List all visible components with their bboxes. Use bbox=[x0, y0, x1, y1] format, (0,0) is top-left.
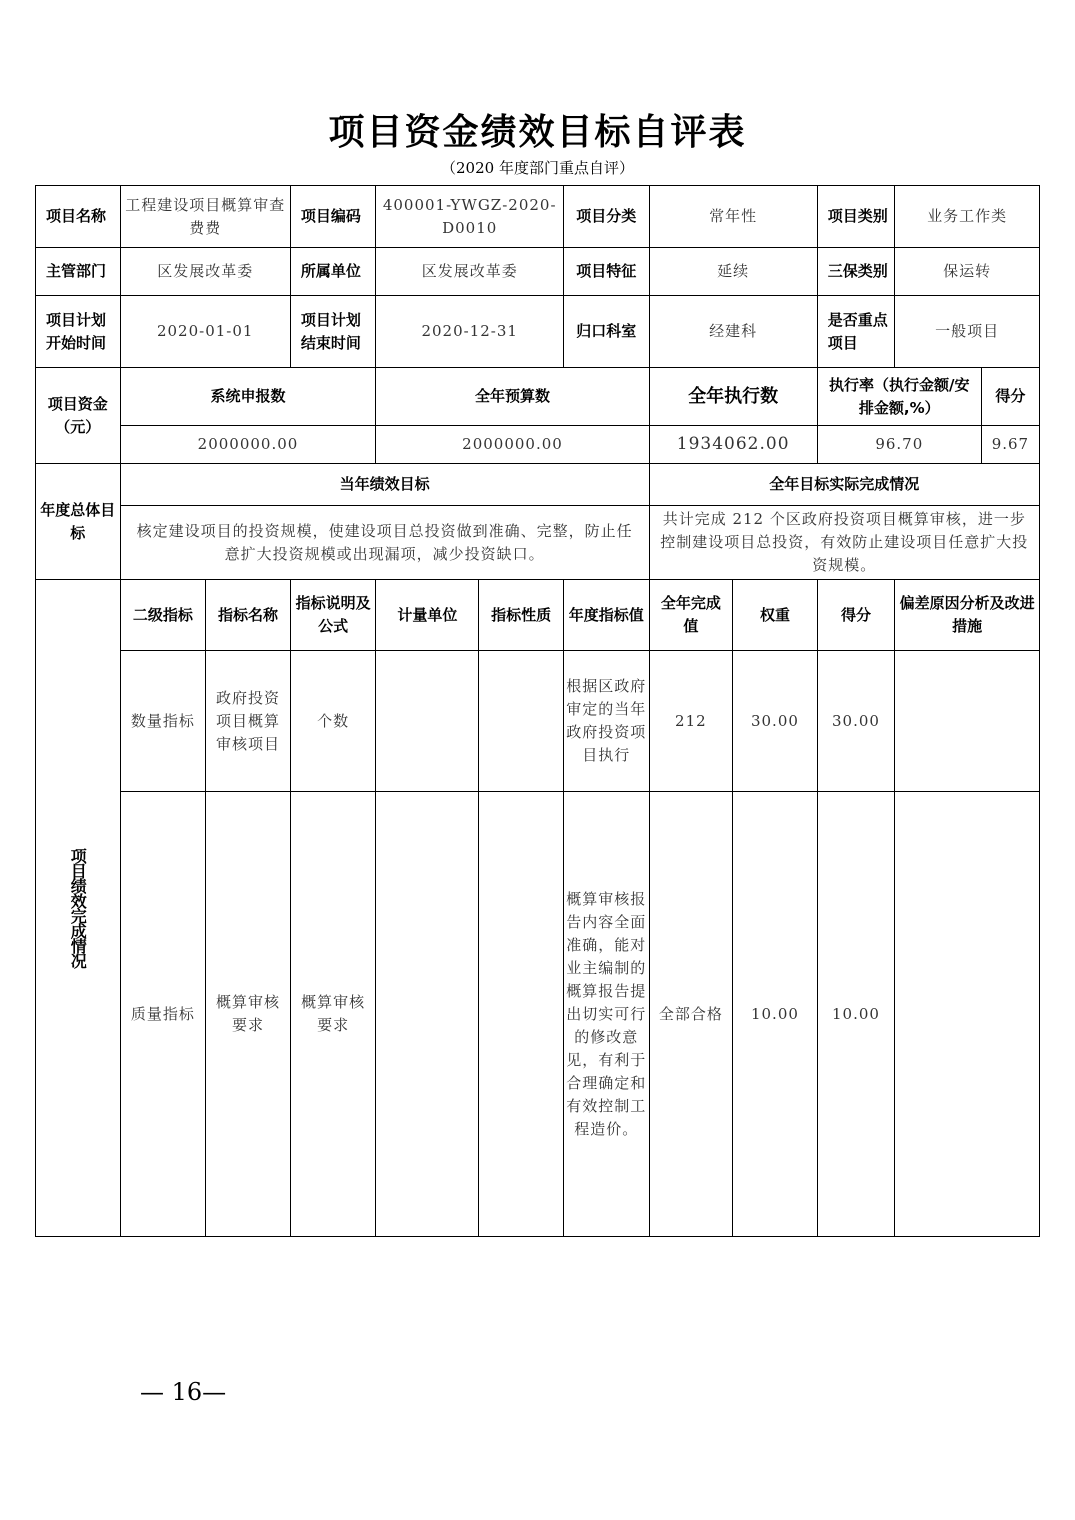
perf-score: 10.00 bbox=[817, 792, 894, 1237]
perf-header-row bbox=[36, 580, 1040, 651]
declared-value: 2000000.00 bbox=[120, 426, 376, 464]
perf-header-desc: 指标说明及公式 bbox=[290, 580, 376, 651]
perf-reason bbox=[895, 792, 1040, 1237]
project-type-value: 业务工作类 bbox=[895, 186, 1040, 248]
budget-header: 全年预算数 bbox=[376, 368, 649, 426]
perf-header-unit: 计量单位 bbox=[376, 580, 479, 651]
project-code-label: 项目编码 bbox=[290, 186, 376, 248]
office-label: 归口科室 bbox=[563, 296, 649, 368]
project-name-value: 工程建设项目概算审查费费 bbox=[120, 186, 290, 248]
page-title: 项目资金绩效目标自评表 bbox=[328, 112, 747, 153]
project-type-label: 项目类别 bbox=[817, 186, 894, 248]
goals-header-row bbox=[36, 464, 1040, 506]
perf-target: 概算审核报告内容全面准确，能对业主编制的概算报告提出切实可行的修改意见，有利于合理确定和有效控制工程造价。 bbox=[563, 792, 649, 1237]
perf-desc: 个数 bbox=[290, 651, 376, 792]
perf-actual: 212 bbox=[649, 651, 733, 792]
perf-target: 根据区政府审定的当年政府投资项目执行 bbox=[563, 651, 649, 792]
perf-weight: 30.00 bbox=[733, 651, 818, 792]
perf-label-cell bbox=[36, 580, 121, 1237]
rate-value: 96.70 bbox=[817, 426, 981, 464]
project-code-value: 400001-YWGZ-2020-D0010 bbox=[376, 186, 564, 248]
goals-value-row bbox=[36, 506, 1040, 580]
unit-value: 区发展改革委 bbox=[376, 248, 564, 296]
perf-header-reason: 偏差原因分析及改进措施 bbox=[895, 580, 1040, 651]
perf-nature bbox=[479, 651, 564, 792]
start-label: 项目计划开始时间 bbox=[36, 296, 121, 368]
funds-header-row bbox=[36, 368, 1040, 426]
perf-level2: 质量指标 bbox=[120, 792, 206, 1237]
perf-header-name: 指标名称 bbox=[206, 580, 291, 651]
unit-label: 所属单位 bbox=[290, 248, 376, 296]
table-row bbox=[36, 792, 1040, 1237]
project-name-label: 项目名称 bbox=[36, 186, 121, 248]
perf-actual: 全部合格 bbox=[649, 792, 733, 1237]
office-value: 经建科 bbox=[649, 296, 817, 368]
perf-label: 项目绩效完成情况 bbox=[68, 848, 88, 968]
end-label: 项目计划结束时间 bbox=[290, 296, 376, 368]
executed-header: 全年执行数 bbox=[649, 368, 817, 426]
page-subtitle: （2020 年度部门重点自评） bbox=[441, 159, 634, 177]
target-text: 核定建设项目的投资规模，使建设项目总投资做到准确、完整，防止任意扩大投资规模或出现漏项，减少投资缺口。 bbox=[120, 506, 649, 580]
funds-label: 项目资金（元） bbox=[36, 368, 121, 464]
perf-desc: 概算审核要求 bbox=[290, 792, 376, 1237]
perf-level2: 数量指标 bbox=[120, 651, 206, 792]
sanbao-label: 三保类别 bbox=[817, 248, 894, 296]
executed-value: 1934062.00 bbox=[649, 426, 817, 464]
perf-unit bbox=[376, 651, 479, 792]
perf-header-score: 得分 bbox=[817, 580, 894, 651]
dept-value: 区发展改革委 bbox=[120, 248, 290, 296]
end-value: 2020-12-31 bbox=[376, 296, 564, 368]
perf-nature bbox=[479, 792, 564, 1237]
goals-label: 年度总体目标 bbox=[36, 464, 121, 580]
perf-name: 概算审核要求 bbox=[206, 792, 291, 1237]
perf-header-actual: 全年完成值 bbox=[649, 580, 733, 651]
perf-name: 政府投资项目概算审核项目 bbox=[206, 651, 291, 792]
actual-header: 全年目标实际完成情况 bbox=[649, 464, 1039, 506]
perf-header-level2: 二级指标 bbox=[120, 580, 206, 651]
info-row-2 bbox=[36, 248, 1040, 296]
feature-label: 项目特征 bbox=[563, 248, 649, 296]
start-value: 2020-01-01 bbox=[120, 296, 290, 368]
key-label: 是否重点项目 bbox=[817, 296, 894, 368]
target-header: 当年绩效目标 bbox=[120, 464, 649, 506]
info-row-1 bbox=[36, 186, 1040, 248]
perf-header-weight: 权重 bbox=[733, 580, 818, 651]
perf-weight: 10.00 bbox=[733, 792, 818, 1237]
perf-header-nature: 指标性质 bbox=[479, 580, 564, 651]
actual-text: 共计完成 212 个区政府投资项目概算审核，进一步控制建设项目总投资，有效防止建设项目任意扩大投资规模。 bbox=[649, 506, 1039, 580]
project-category-label: 项目分类 bbox=[563, 186, 649, 248]
perf-reason bbox=[895, 651, 1040, 792]
project-category-value: 常年性 bbox=[649, 186, 817, 248]
info-row-3 bbox=[36, 296, 1040, 368]
rate-header: 执行率（执行金额/安排金额,%） bbox=[817, 368, 981, 426]
table-row bbox=[36, 651, 1040, 792]
page-number: — 16— bbox=[140, 1378, 227, 1406]
key-value: 一般项目 bbox=[895, 296, 1040, 368]
dept-label: 主管部门 bbox=[36, 248, 121, 296]
funds-value-row bbox=[36, 426, 1040, 464]
score-header: 得分 bbox=[981, 368, 1039, 426]
perf-unit bbox=[376, 792, 479, 1237]
sanbao-value: 保运转 bbox=[895, 248, 1040, 296]
budget-value: 2000000.00 bbox=[376, 426, 649, 464]
perf-score: 30.00 bbox=[817, 651, 894, 792]
score-value: 9.67 bbox=[981, 426, 1039, 464]
feature-value: 延续 bbox=[649, 248, 817, 296]
evaluation-table bbox=[35, 185, 1040, 1237]
declared-header: 系统申报数 bbox=[120, 368, 376, 426]
perf-header-target: 年度指标值 bbox=[563, 580, 649, 651]
